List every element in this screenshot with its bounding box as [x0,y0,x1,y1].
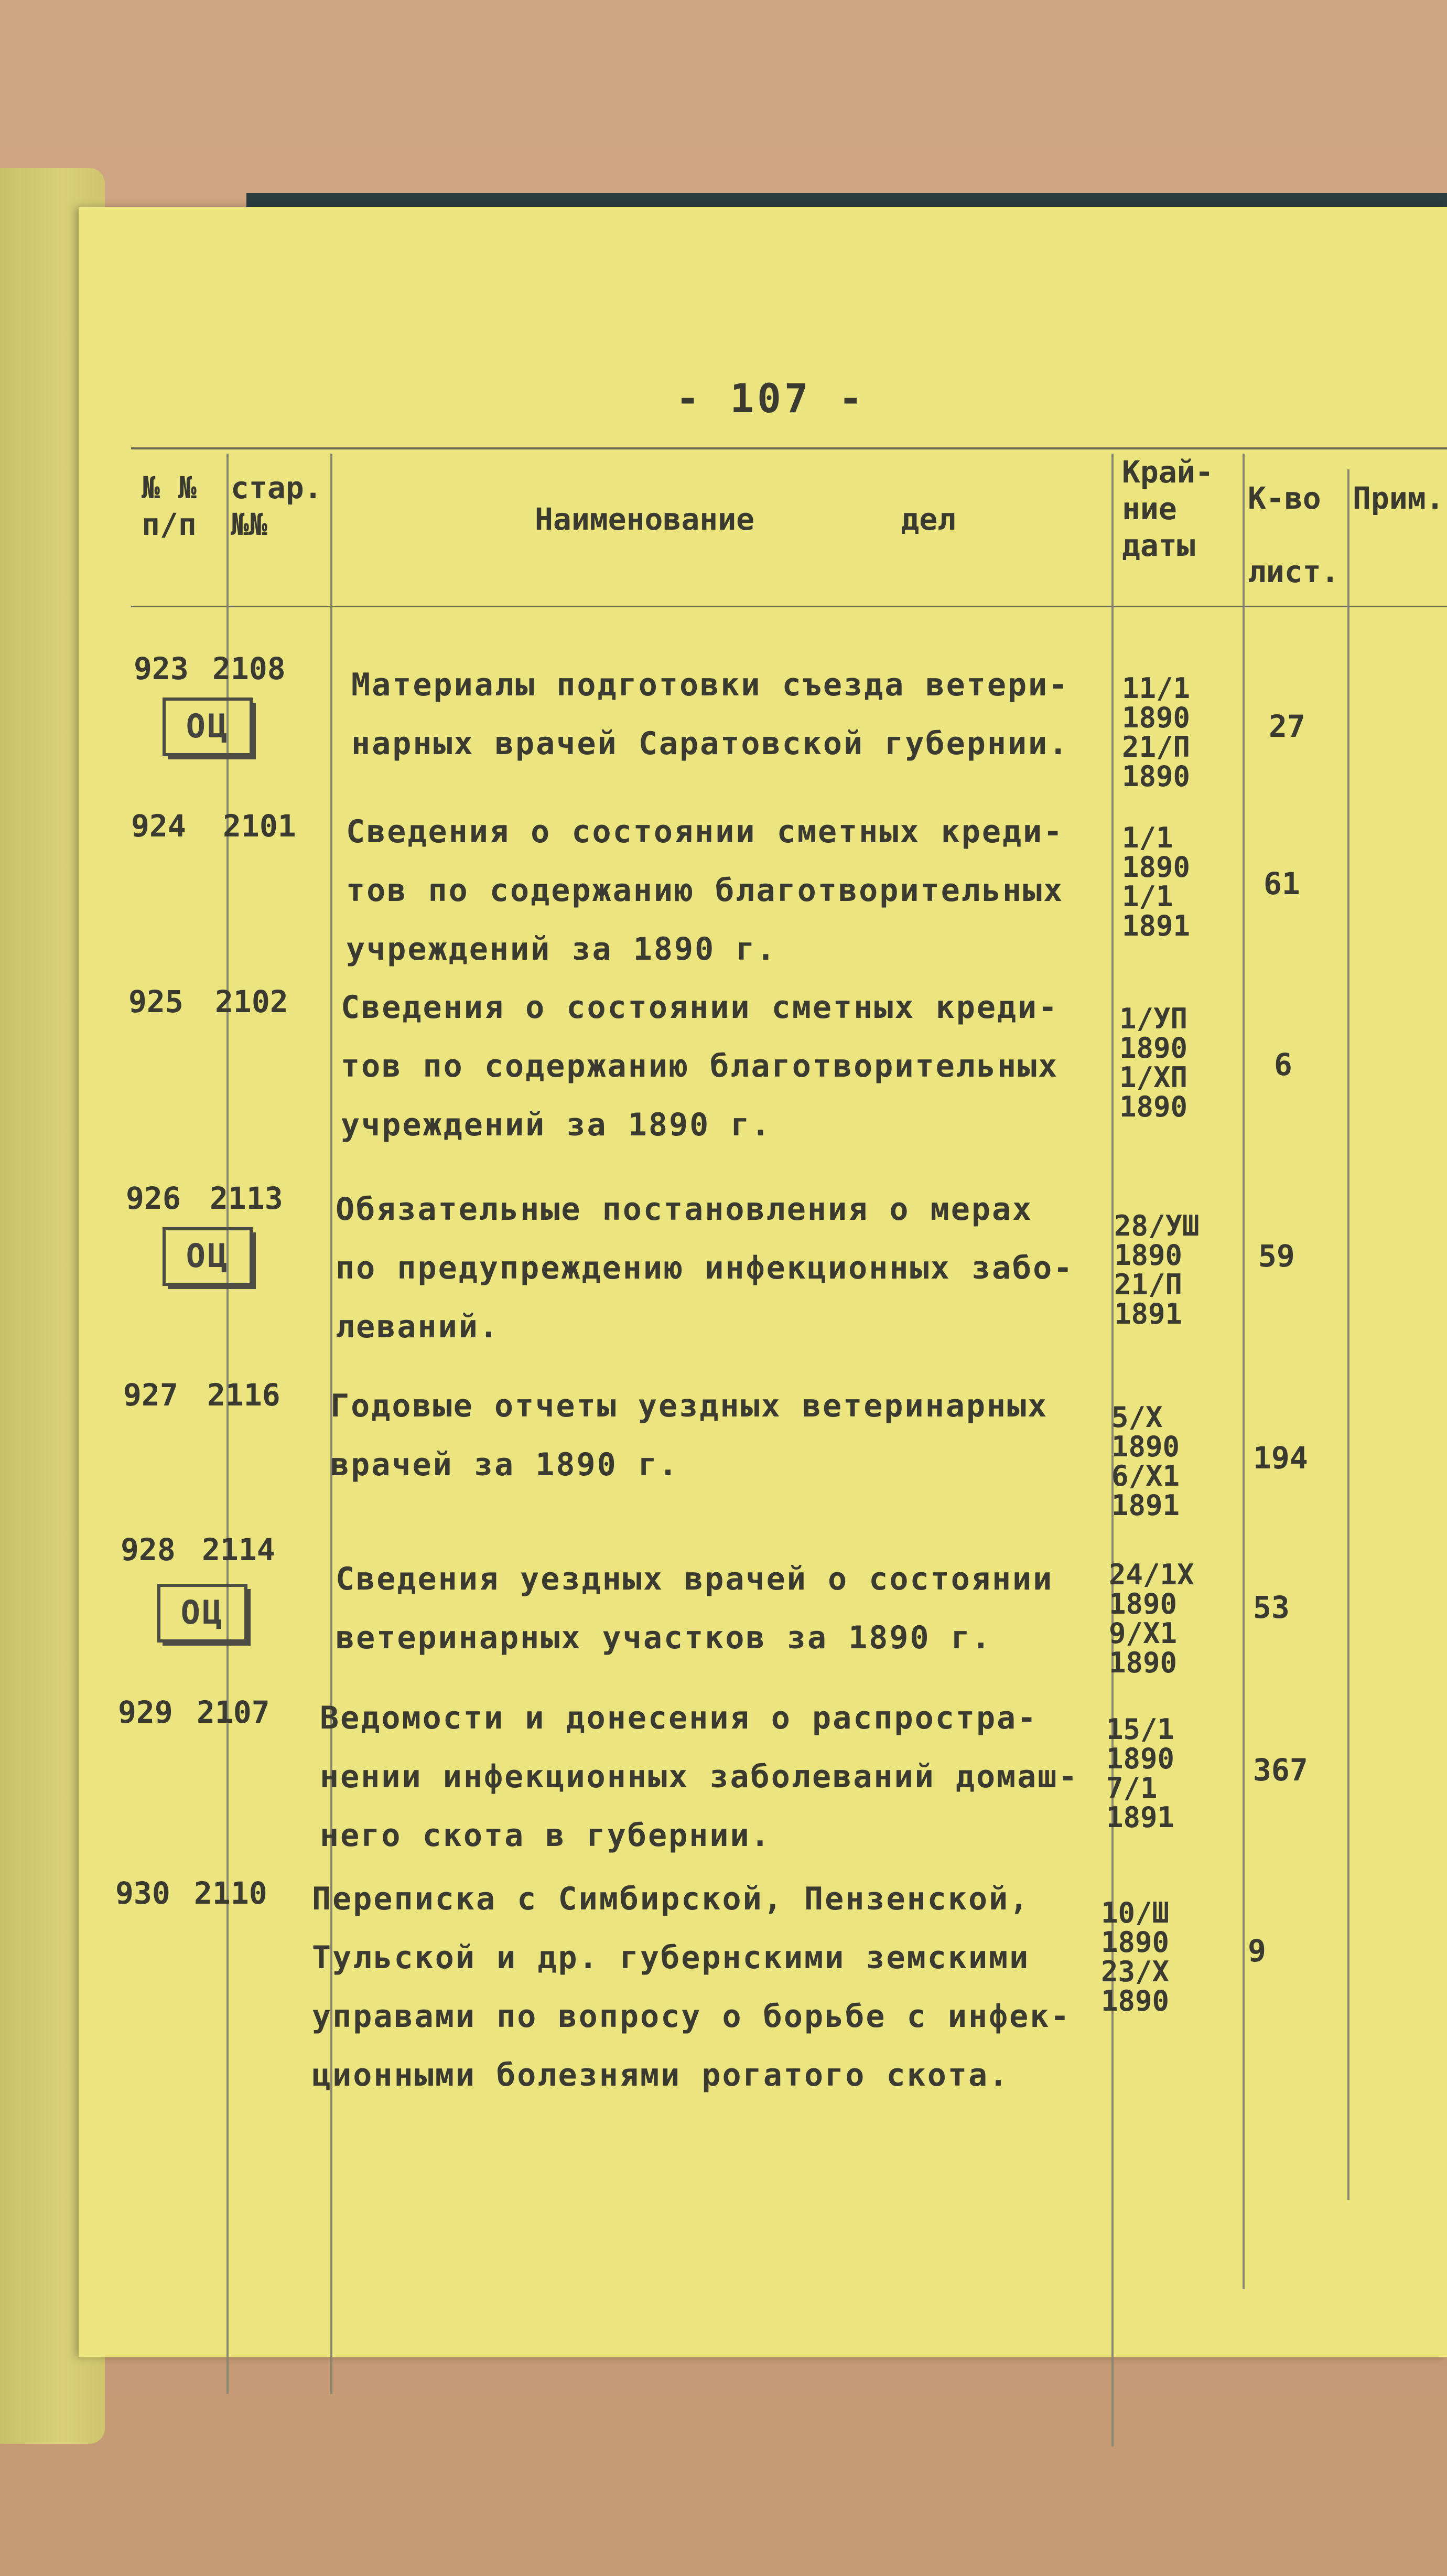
entry-title: Сведения о состоянии сметных креди- тов по содержанию благотворительных учреждений за 1890 г. [341,989,1059,1143]
row-number: 926 [126,1180,181,1216]
row-number: 927 [123,1377,178,1413]
old-number: 2116 [207,1377,280,1413]
column-rule [1347,469,1349,2200]
sheet-count: 53 [1253,1590,1290,1625]
entry-title: Материалы подготовки съезда ветери- нарных врачей Саратовской губернии. [351,667,1070,762]
oc-stamp: ОЦ [163,1227,253,1286]
entry-title: Годовые отчеты уездных ветеринарных врачей за 1890 г. [330,1388,1049,1483]
header-notes-label: Прим. [1353,480,1444,516]
header-old-label: стар. №№ [231,470,322,542]
oc-stamp: ОЦ [157,1584,247,1643]
sheet-count: 59 [1258,1238,1295,1274]
date-range: 1/УП 1890 1/ХП 1890 [1119,1002,1188,1123]
sheet-count: 27 [1269,709,1305,744]
row-number: 925 [128,984,183,1019]
header-sheets-label: К-во лист. [1248,480,1340,589]
old-number: 2114 [202,1532,275,1568]
entry-title: Обязательные постановления о мерах по предупреждению инфекционных забо- леваний. [336,1191,1074,1345]
header-top-rule [131,447,1447,449]
date-range: 10/Ш 1890 23/Х 1890 [1101,1896,1170,2017]
old-number: 2101 [223,808,296,844]
sheet-count: 61 [1264,866,1300,901]
column-rule [1243,454,1245,2289]
date-range: 5/Х 1890 6/Х1 1891 [1111,1401,1180,1522]
row-number: 930 [115,1875,170,1911]
entry-title: Ведомости и донесения о распростра- нении инфекционных заболеваний домаш- него скота в губернии. [320,1700,1079,1854]
entry-title: Сведения уездных врачей о состоянии ветеринарных участков за 1890 г. [336,1561,1054,1656]
old-number: 2102 [215,984,288,1019]
old-number: 2110 [194,1875,267,1911]
row-number: 929 [118,1694,173,1730]
old-number: 2113 [210,1180,283,1216]
date-range: 28/УШ 1890 21/П 1891 [1114,1209,1200,1330]
document-page [79,207,1447,2357]
sheet-count: 9 [1248,1933,1266,1969]
header-bottom-rule [131,606,1447,607]
sheet-count: 6 [1274,1047,1292,1082]
old-number: 2108 [212,651,286,686]
row-number: 928 [121,1532,176,1568]
oc-stamp: ОЦ [163,697,253,756]
date-range: 15/1 1890 7/1 1891 [1106,1713,1175,1834]
header-title-label: Наименование дел [535,501,956,537]
entry-title: Переписка с Симбирской, Пензенской, Тульской и др. губернскими земскими управами по вопросу о борьбе с инфек- ционными болезнями рогатого скота. [312,1881,1071,2094]
date-range: 11/1 1890 21/П 1890 [1122,672,1191,793]
page-number: - 107 - [675,375,866,422]
entry-title: Сведения о состоянии сметных креди- тов по содержанию благотворительных учреждений за 1890 г. [346,813,1064,968]
old-number: 2107 [197,1694,270,1730]
sheet-count: 194 [1253,1440,1308,1476]
date-range: 24/1Х 1890 9/Х1 1890 [1109,1558,1194,1679]
sheet-count: 367 [1253,1752,1308,1788]
header-dates-label: Край- ние даты [1122,454,1214,563]
row-number: 924 [131,808,186,844]
row-number: 923 [134,651,189,686]
header-num-label: № № п/п [142,470,197,542]
date-range: 1/1 1890 1/1 1891 [1122,821,1191,942]
